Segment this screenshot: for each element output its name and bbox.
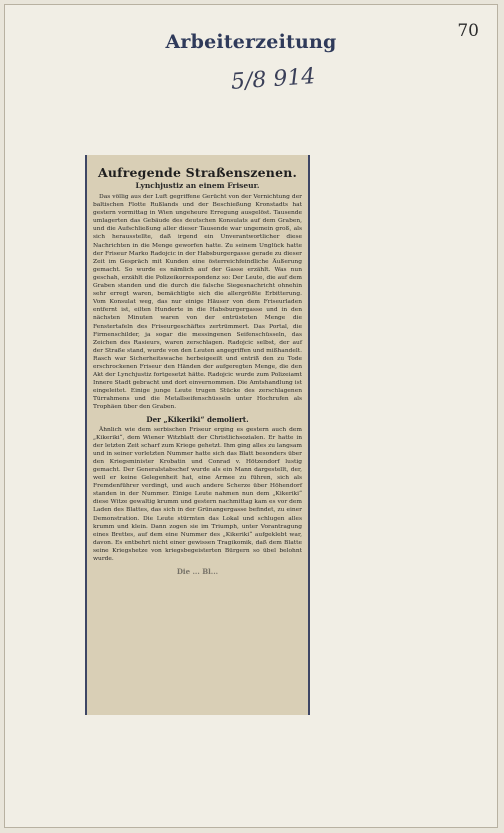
- newspaper-clipping: [85, 155, 310, 715]
- section-heading: Der „Kikeriki“ demoliert.: [146, 414, 249, 424]
- page-number: 70: [457, 21, 479, 41]
- clipping-cut-edge: [87, 693, 308, 715]
- trailing-heading: Die ... Bl...: [176, 567, 219, 577]
- section-paragraph: Ähnlich wie dem serbischen Friseur erging es gestern auch dem „Kikeriki“, dem Wiener Witzblatt der Christlichsozialen. Er hatte in der letzten Zeit scharf zum Kriege gehetzt. Ihm ging alles zu langsam und in seiner vorletzten Nummer hatte sich das Blatt besonders über den Kriegsminister Krobatin und Conrad v. Hötzendorf lustig gemacht. Der Generalstabschef wurde als ein Mann dargestellt, der, weil er keine Gelegenheit hat, eine Armee zu führen, sich als Fremdenführer verdingt, und auch andere Scherze über Höhendorf standen in der Nummer. Einige Leute nahmen nun dem „Kikeriki“ diese Witze gewaltig krumm und gestern nachmittag kam es vor dem Laden des Blattes, das sich in der Grünangergasse befindet, zu einer Demonstration. Die Leute stürmten das Lokal und schlugen alles krumm und klein. Dann zogen sie im Triumph, unter Vorantragung eines Brettes, auf dem eine Nummer des „Kikeriki“ aufgeklebt war, davon. Es entbehrt nicht einer gewissen Tragikomik, daß dem Blatte seine Kriegshetze von kriegsbegeisterten Bürgern so übel belohnt wurde.: [93, 426, 302, 563]
- article-paragraph: Das völlig aus der Luft gegriffene Gerücht von der Vernichtung der baltischen Flotte Rußlands und der Beschießung Kronstadts hat gestern vormittag in Wien ungeheure Erregung ausgelöst. Tausende umlagerten das Gebäude des deutschen Konsulats auf dem Graben, und die Aufschließung aller dieser Tausende war ungemein groß, als sich herausstellte, daß irgend ein Unverantwortlicher diese Nachrichten in die Menge geworfen hatte. Zu seinem Unglück hatte der Friseur Marko Radojcic in der Habsburgergasse gerade zu dieser Zeit im Gespräch mit Kunden eine österreichfeindliche Äußerung gemacht. So wurde es nämlich auf der Gasse erzählt. Was nun geschah, erzählt die Polizeikorrespondenz so: Der Leute, die auf dem Graben standen und die durch die falsche Siegesnachricht ohnehin sehr erregt waren, bemächtigte sich die allergrößte Erbitterung. Vom Konsulat weg, das nur einige Häuser von dem Friseurladen entfernt ist, eilten Hunderte in die Habsburgergasse und in den nächsten Minuten waren von der entrüsteten Menge die Fenstertafeln des Friseurgeschäftes zertrümmert. Das Portal, die Firmenschilder, ja sogar die messingenen Seifenschüsseln, das Zeichen des Rasieurs, waren zerschlagen. Radojcic selbst, der auf der Straße stand, wurde von den Leuten angegriffen und mißhandelt. Rasch war Sicherheitswache herbeigeeilt und entriß den zu Tode erschrockenen Friseur den Händen der aufgeregten Menge, die den Akt der Lynchjustiz fortgesetzt hätte. Radojcic wurde zum Polizeiamt Innere Stadt gebracht und dort einvernommen. Die Amtshandlung ist eingeleitet. Einige junge Leute trugen Stücke des zerschlagenen Türrahmens und die Metallseifenschüsseln unter Hochrufen als Trophäen über den Graben.: [93, 194, 302, 411]
- newspaper-stamp: Arbeiterzeitung: [165, 31, 337, 53]
- handwritten-date: 5/8 914: [230, 64, 317, 95]
- article-title: Aufregende Straßenszenen.: [97, 165, 298, 180]
- article-subtitle: Lynchjustiz an einem Friseur.: [135, 181, 260, 190]
- archive-sheet: [4, 4, 498, 828]
